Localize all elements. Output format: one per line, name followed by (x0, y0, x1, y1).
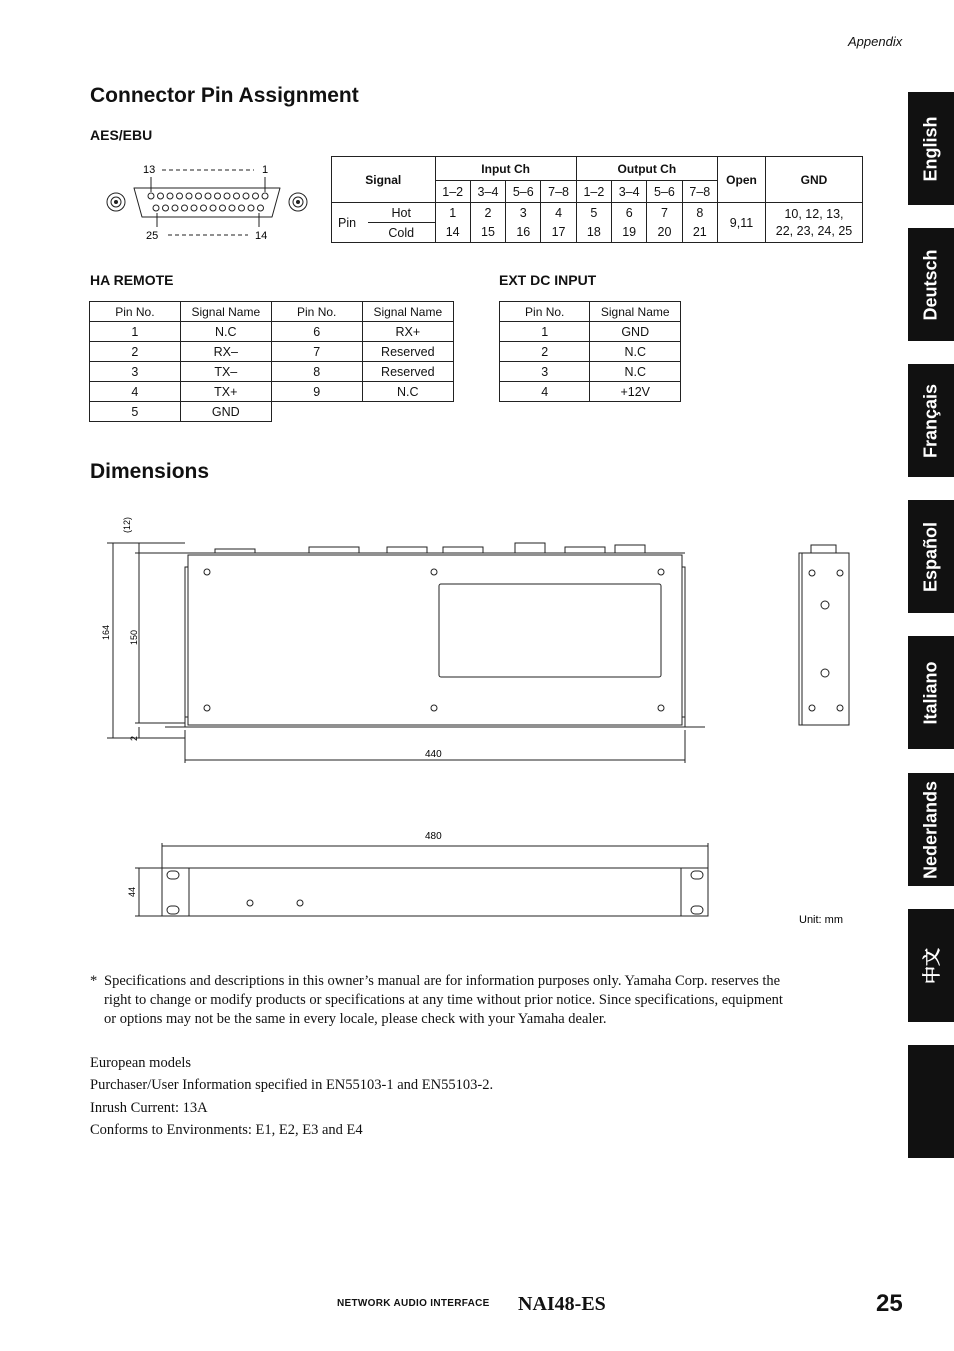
pin-label: Pin (332, 203, 369, 243)
pin-hole (163, 205, 169, 211)
pin-hole (158, 193, 164, 199)
pin-hole (205, 193, 211, 199)
dim-164: 164 (101, 624, 111, 640)
hot-cell: 1 (435, 203, 470, 223)
cold-cell: 19 (612, 223, 647, 243)
dim-44: 44 (127, 886, 137, 897)
cell: RX+ (362, 322, 453, 342)
cold-cell: 14 (435, 223, 470, 243)
pin-hole (258, 205, 264, 211)
signal-header: Signal (332, 157, 436, 203)
cell: 6 (271, 322, 362, 342)
open-header: Open (718, 157, 766, 203)
cold-cell: 17 (541, 223, 576, 243)
col-header: Pin No. (271, 302, 362, 322)
cell: RX– (180, 342, 271, 362)
dim-150: 150 (129, 629, 139, 645)
note-line: or options may not be the same in every locale, please check with your Yamaha dealer. (104, 1011, 607, 1027)
cell: 4 (90, 382, 181, 402)
table-row (90, 342, 454, 362)
cell: 4 (500, 382, 590, 402)
dim-440: 440 (425, 749, 442, 760)
pin-hole (220, 205, 226, 211)
cell: N.C (590, 342, 681, 362)
hot-cell: 3 (506, 203, 541, 223)
dim-480: 480 (425, 831, 442, 842)
dimensions-drawing (95, 505, 865, 945)
table-row (500, 342, 681, 362)
table-row (90, 322, 454, 342)
channel-header: 1–2 (576, 181, 611, 203)
tab-label: Deutsch (920, 248, 941, 321)
tab-english[interactable] (908, 92, 954, 205)
cold-label: Cold (368, 223, 435, 243)
aes-label: AES/EBU (90, 127, 153, 143)
pin1-label: 1 (262, 164, 269, 176)
pin-hole (201, 205, 207, 211)
dimensions-title: Dimensions (90, 460, 210, 483)
gnd-line1: 10, 12, 13, (784, 206, 844, 221)
channel-header: 5–6 (506, 181, 541, 203)
tab-label: English (920, 115, 941, 182)
tab-francais[interactable] (908, 364, 954, 477)
note-bullet: * (90, 973, 98, 989)
pin-hole (210, 205, 216, 211)
cold-cell: 15 (470, 223, 505, 243)
pin-hole (177, 193, 183, 199)
disclaimer (90, 972, 870, 1029)
gnd-value (766, 203, 863, 243)
ext-dc-table (499, 301, 681, 402)
note-line: right to change or modify products or specifications at any time without prior notice. Since specifications, equipment (104, 992, 783, 1008)
unit-label: Unit: mm (799, 914, 843, 926)
cell: TX+ (180, 382, 271, 402)
tab-label: Italiano (920, 660, 941, 725)
cell: Reserved (362, 342, 453, 362)
col-header: Pin No. (90, 302, 181, 322)
tab-chinese[interactable] (908, 909, 954, 1022)
tab-blank (908, 1045, 954, 1158)
hot-cell: 6 (612, 203, 647, 223)
ext-dc-label: EXT DC INPUT (499, 272, 597, 288)
cold-cell: 18 (576, 223, 611, 243)
table-row (90, 362, 454, 382)
cell: 1 (90, 322, 181, 342)
aes-pin-table (331, 156, 863, 243)
cell: +12V (590, 382, 681, 402)
cell: 2 (90, 342, 181, 362)
pin-hole (248, 205, 254, 211)
input-ch-header: Input Ch (435, 157, 576, 181)
page-number: 25 (876, 1290, 903, 1317)
pin-hole (172, 205, 178, 211)
pin-hole (234, 193, 240, 199)
pin14-label: 14 (255, 230, 268, 242)
pin-hole (153, 205, 159, 211)
output-ch-header: Output Ch (576, 157, 717, 181)
cell: 3 (90, 362, 181, 382)
channel-header: 3–4 (470, 181, 505, 203)
table-row (500, 322, 681, 342)
channel-header: 1–2 (435, 181, 470, 203)
pin-hole (215, 193, 221, 199)
cell: TX– (180, 362, 271, 382)
hot-cell: 8 (682, 203, 717, 223)
pin-hole (253, 193, 259, 199)
tab-label: 中文 (922, 947, 942, 984)
pin25-label: 25 (146, 230, 159, 242)
col-header: Signal Name (362, 302, 453, 322)
channel-header: 3–4 (612, 181, 647, 203)
purchaser-info: Purchaser/User Information specified in EN55103-1 and EN55103-2. (90, 1077, 494, 1093)
product-line: NETWORK AUDIO INTERFACE (337, 1298, 490, 1309)
cell: 1 (500, 322, 590, 342)
pin-hole (191, 205, 197, 211)
connector-title: Connector Pin Assignment (90, 84, 359, 107)
cell: N.C (180, 322, 271, 342)
cold-cell: 16 (506, 223, 541, 243)
pin-hole (167, 193, 173, 199)
cell: Reserved (362, 362, 453, 382)
tab-nederlands[interactable] (908, 773, 954, 886)
tab-label: Español (920, 521, 941, 592)
cell: 3 (500, 362, 590, 382)
pin-hole (182, 205, 188, 211)
cell: 2 (500, 342, 590, 362)
pin-hole (224, 193, 230, 199)
table-row (500, 362, 681, 382)
pin-hole (186, 193, 192, 199)
ha-remote-table (89, 301, 454, 422)
pin-hole (239, 205, 245, 211)
cell: 5 (90, 402, 181, 422)
open-value: 9,11 (718, 203, 766, 243)
dim-12: (12) (122, 516, 132, 533)
cold-cell: 21 (682, 223, 717, 243)
channel-header: 7–8 (541, 181, 576, 203)
inrush-current: Inrush Current: 13A (90, 1100, 208, 1116)
ha-remote-label: HA REMOTE (90, 272, 174, 288)
pin-hole (262, 193, 268, 199)
cell: GND (590, 322, 681, 342)
note-line: Specifications and descriptions in this owner’s manual are for information purposes only. Yamaha Corp. reserves the (104, 973, 781, 989)
european-models: European models (90, 1055, 192, 1071)
cell: N.C (362, 382, 453, 402)
col-header: Signal Name (590, 302, 681, 322)
channel-header: 5–6 (647, 181, 682, 203)
pin-hole (243, 193, 249, 199)
dim-2: 2 (129, 735, 139, 741)
hot-cell: 7 (647, 203, 682, 223)
channel-header: 7–8 (682, 181, 717, 203)
hot-cell: 5 (576, 203, 611, 223)
col-header: Pin No. (500, 302, 590, 322)
tab-espanol[interactable] (908, 500, 954, 613)
tab-label: Nederlands (920, 780, 941, 879)
pin13-label: 13 (143, 164, 156, 176)
gnd-line2: 22, 23, 24, 25 (775, 223, 853, 238)
pin-hole (148, 193, 154, 199)
tab-deutsch[interactable] (908, 228, 954, 341)
cell: N.C (590, 362, 681, 382)
hot-cell: 4 (541, 203, 576, 223)
table-row (90, 402, 454, 422)
section-label: Appendix (848, 34, 903, 49)
table-row (90, 382, 454, 402)
cell: 8 (271, 362, 362, 382)
cell: 9 (271, 382, 362, 402)
pin-hole (229, 205, 235, 211)
environments: Conforms to Environments: E1, E2, E3 and E4 (90, 1122, 363, 1138)
cell: 7 (271, 342, 362, 362)
hot-cell: 2 (470, 203, 505, 223)
model-name: NAI48-ES (518, 1293, 606, 1315)
cell: GND (180, 402, 271, 422)
table-row (500, 382, 681, 402)
pin-hole (196, 193, 202, 199)
gnd-header: GND (766, 157, 863, 203)
tab-italiano[interactable] (908, 636, 954, 749)
tab-label: Français (920, 383, 941, 458)
hot-label: Hot (368, 203, 435, 223)
col-header: Signal Name (180, 302, 271, 322)
cold-cell: 20 (647, 223, 682, 243)
dsub25-diagram (100, 155, 320, 245)
